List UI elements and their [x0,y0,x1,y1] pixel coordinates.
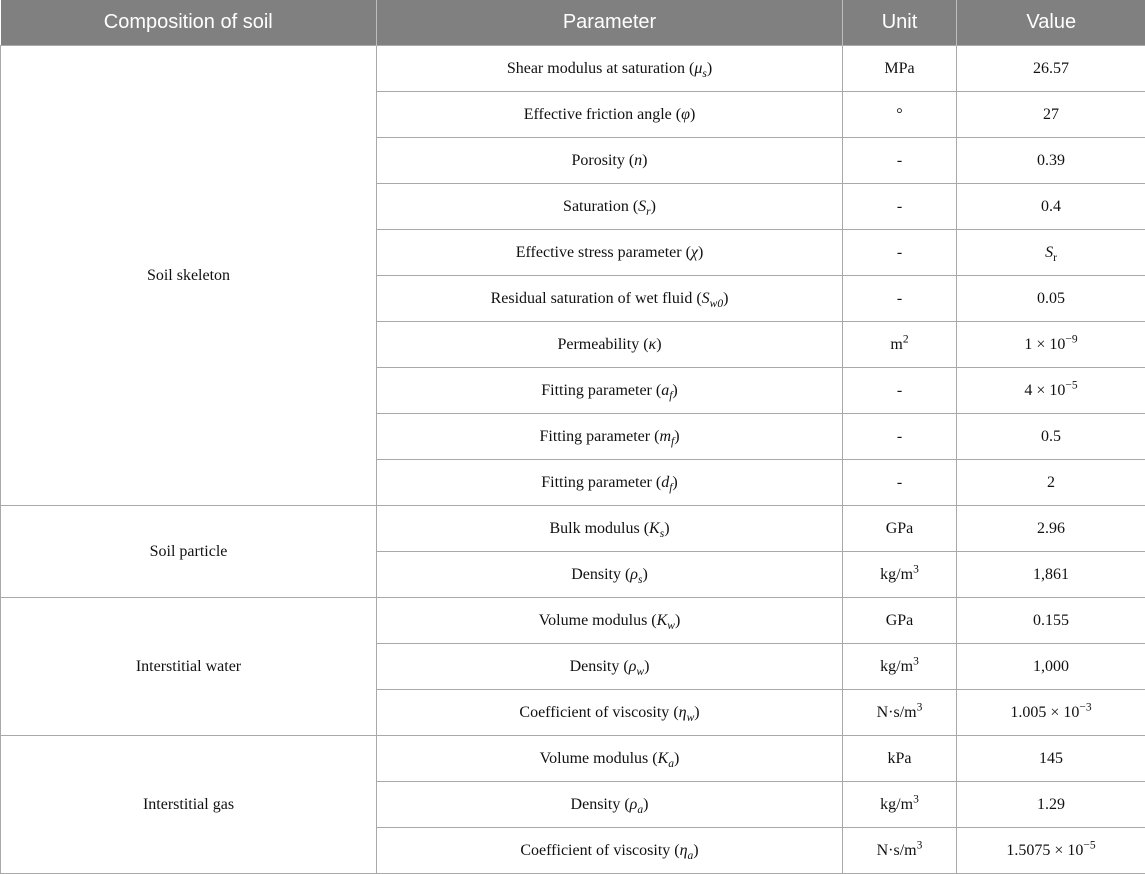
unit-exponent: 3 [913,793,919,805]
parameter-symbol-subscript: f [671,436,674,448]
unit-text: - [897,428,902,445]
parameter-symbol-subscript: f [669,482,672,494]
parameter-cell: Density $(\rho_a)$ [377,782,843,828]
parameter-cell: Shear modulus at saturation $(\mu_s)$ [377,46,843,92]
parameter-name: Fitting parameter [541,474,652,491]
parameter-symbol-subscript: f [669,390,672,402]
value-text: 1.29 [1037,796,1065,813]
parameter-symbol: S [702,290,710,307]
value-text: 0.4 [1041,198,1061,215]
value-cell [957,92,1145,138]
value-cell [957,460,1145,506]
parameter-symbol: χ [691,244,698,261]
parameter-cell: Fitting parameter $(a_f)$ [377,368,843,414]
unit-text: GPa [886,520,914,537]
unit-cell [843,46,957,92]
unit-exponent: 2 [903,333,909,345]
parameter-symbol-subscript: w [687,712,695,724]
value-text: 1,000 [1033,658,1069,675]
value-exponent: −5 [1083,839,1095,851]
unit-cell [843,138,957,184]
unit-exponent: 3 [913,563,919,575]
value-cell [957,276,1145,322]
value-exponent: −3 [1079,701,1091,713]
parameter-symbol: η [680,842,688,859]
value-cell [957,506,1145,552]
value-exponent: −5 [1065,379,1077,391]
parameter-symbol: η [679,704,687,721]
header-unit: Unit [843,0,957,46]
value-cell [957,690,1145,736]
parameter-cell: Bulk modulus $(K_s)$ [377,506,843,552]
unit-text: ° [896,106,902,123]
parameter-symbol: ρ [630,566,638,583]
parameter-symbol-subscript: w0 [710,298,723,310]
parameter-symbol-subscript: w [667,620,675,632]
parameter-cell: Fitting parameter $(m_f)$ [377,414,843,460]
value-cell [957,598,1145,644]
value-text: 1.5075 × 10 [1006,842,1083,859]
parameter-symbol: K [658,750,669,767]
value-cell [957,184,1145,230]
value-text: S [1045,244,1053,261]
value-exponent: −9 [1065,333,1077,345]
parameter-symbol: ρ [629,658,637,675]
unit-cell [843,368,957,414]
unit-text: kPa [888,750,912,767]
table-body [1,46,1145,874]
composition-cell: Soil particle [1,506,377,598]
parameter-name: Density [571,796,621,813]
parameter-symbol-subscript: s [638,574,642,586]
parameter-name: Effective friction angle [524,106,672,123]
parameter-symbol-subscript: a [668,758,674,770]
unit-text: m [890,336,902,353]
header-composition: Composition of soil [1,0,377,46]
parameter-cell: Effective stress parameter (χ) [377,230,843,276]
unit-cell [843,552,957,598]
unit-cell [843,598,957,644]
value-subscript: r [1053,252,1057,264]
value-text: 26.57 [1033,60,1069,77]
parameter-symbol-subscript: a [637,804,643,816]
unit-cell [843,414,957,460]
parameter-name: Density [571,566,621,583]
composition-cell: Soil skeleton [1,46,377,506]
value-text: 0.5 [1041,428,1061,445]
unit-text: - [897,382,902,399]
parameter-cell: Porosity (n) [377,138,843,184]
parameter-name: Bulk modulus [549,520,639,537]
parameter-symbol: S [638,198,646,215]
unit-text: kg/m [880,796,913,813]
parameter-cell: Volume modulus $(K_a)$ [377,736,843,782]
unit-text: kg/m [880,658,913,675]
parameter-cell: Density $(\rho_w)$ [377,644,843,690]
unit-exponent: 3 [917,701,923,713]
unit-text: - [897,474,902,491]
value-cell [957,414,1145,460]
value-cell [957,368,1145,414]
unit-text: GPa [886,612,914,629]
parameter-name: Fitting parameter [539,428,650,445]
value-text: 1.005 × 10 [1010,704,1079,721]
value-text: 2 [1047,474,1055,491]
table-header [1,0,1145,46]
parameter-symbol: d [661,474,669,491]
parameter-name: Fitting parameter [541,382,652,399]
unit-cell [843,690,957,736]
parameter-symbol: ρ [630,796,638,813]
parameter-symbol-subscript: r [646,206,650,218]
header-row [1,0,1145,46]
parameter-cell: Effective friction angle (φ) [377,92,843,138]
composition-cell: Interstitial water [1,598,377,736]
parameter-cell: Saturation $(S_r)$ [377,184,843,230]
parameter-symbol: φ [681,106,690,123]
parameter-name: Residual saturation of wet fluid [491,290,693,307]
value-text: 0.05 [1037,290,1065,307]
table-row [1,736,1145,782]
unit-text: - [897,290,902,307]
value-cell [957,230,1145,276]
header-value: Value [957,0,1145,46]
value-cell [957,828,1145,874]
parameter-symbol: K [649,520,660,537]
parameter-name: Effective stress parameter [516,244,682,261]
parameter-cell: Coefficient of viscosity $(\eta_a)$ [377,828,843,874]
parameter-symbol: a [661,382,669,399]
parameter-name: Saturation [563,198,629,215]
unit-cell [843,782,957,828]
parameter-cell: Coefficient of viscosity $(\eta_w)$ [377,690,843,736]
parameter-symbol: m [659,428,671,445]
unit-text: - [897,244,902,261]
parameter-symbol: κ [649,336,657,353]
unit-cell [843,736,957,782]
value-cell [957,782,1145,828]
table-row [1,506,1145,552]
parameter-symbol: μ [694,60,702,77]
parameter-cell: Density $(\rho_s)$ [377,552,843,598]
parameter-name: Coefficient of viscosity [519,704,669,721]
value-cell [957,46,1145,92]
parameter-name: Shear modulus at saturation [507,60,685,77]
parameter-symbol-subscript: w [636,666,644,678]
value-text: 1,861 [1033,566,1069,583]
unit-exponent: 3 [917,839,923,851]
parameter-symbol-subscript: a [688,850,694,862]
parameter-symbol-subscript: s [660,528,664,540]
value-cell [957,552,1145,598]
value-text: 1 × 10 [1024,336,1065,353]
parameter-symbol: n [634,152,642,169]
unit-cell [843,184,957,230]
parameter-name: Permeability [557,336,639,353]
unit-text: kg/m [880,566,913,583]
unit-text: - [897,198,902,215]
unit-cell [843,230,957,276]
unit-cell [843,644,957,690]
parameter-name: Volume modulus [539,612,648,629]
unit-text: - [897,152,902,169]
parameter-symbol-subscript: s [702,68,706,80]
unit-text: N·s/m [877,842,917,859]
table-row [1,46,1145,92]
unit-text: N·s/m [877,704,917,721]
header-parameter: Parameter [377,0,843,46]
value-text: 145 [1039,750,1063,767]
parameter-cell: Fitting parameter $(d_f)$ [377,460,843,506]
unit-cell [843,276,957,322]
unit-exponent: 3 [913,655,919,667]
unit-cell [843,460,957,506]
value-cell [957,644,1145,690]
value-cell [957,138,1145,184]
parameter-name: Porosity [572,152,625,169]
value-cell [957,322,1145,368]
value-text: 2.96 [1037,520,1065,537]
unit-cell [843,322,957,368]
parameter-name: Coefficient of viscosity [520,842,670,859]
parameter-name: Density [570,658,620,675]
table-row [1,598,1145,644]
unit-cell [843,506,957,552]
parameter-name: Volume modulus [540,750,649,767]
unit-cell [843,828,957,874]
value-text: 0.39 [1037,152,1065,169]
value-cell [957,736,1145,782]
composition-cell: Interstitial gas [1,736,377,874]
parameter-cell: Residual saturation of wet fluid $(S_{w0})$ [377,276,843,322]
parameter-cell: Permeability (κ) [377,322,843,368]
parameter-symbol: K [657,612,668,629]
value-text: 4 × 10 [1024,382,1065,399]
unit-text: MPa [884,60,914,77]
parameter-cell: Volume modulus $(K_w)$ [377,598,843,644]
unit-cell [843,92,957,138]
value-text: 27 [1043,106,1059,123]
value-text: 0.155 [1033,612,1069,629]
